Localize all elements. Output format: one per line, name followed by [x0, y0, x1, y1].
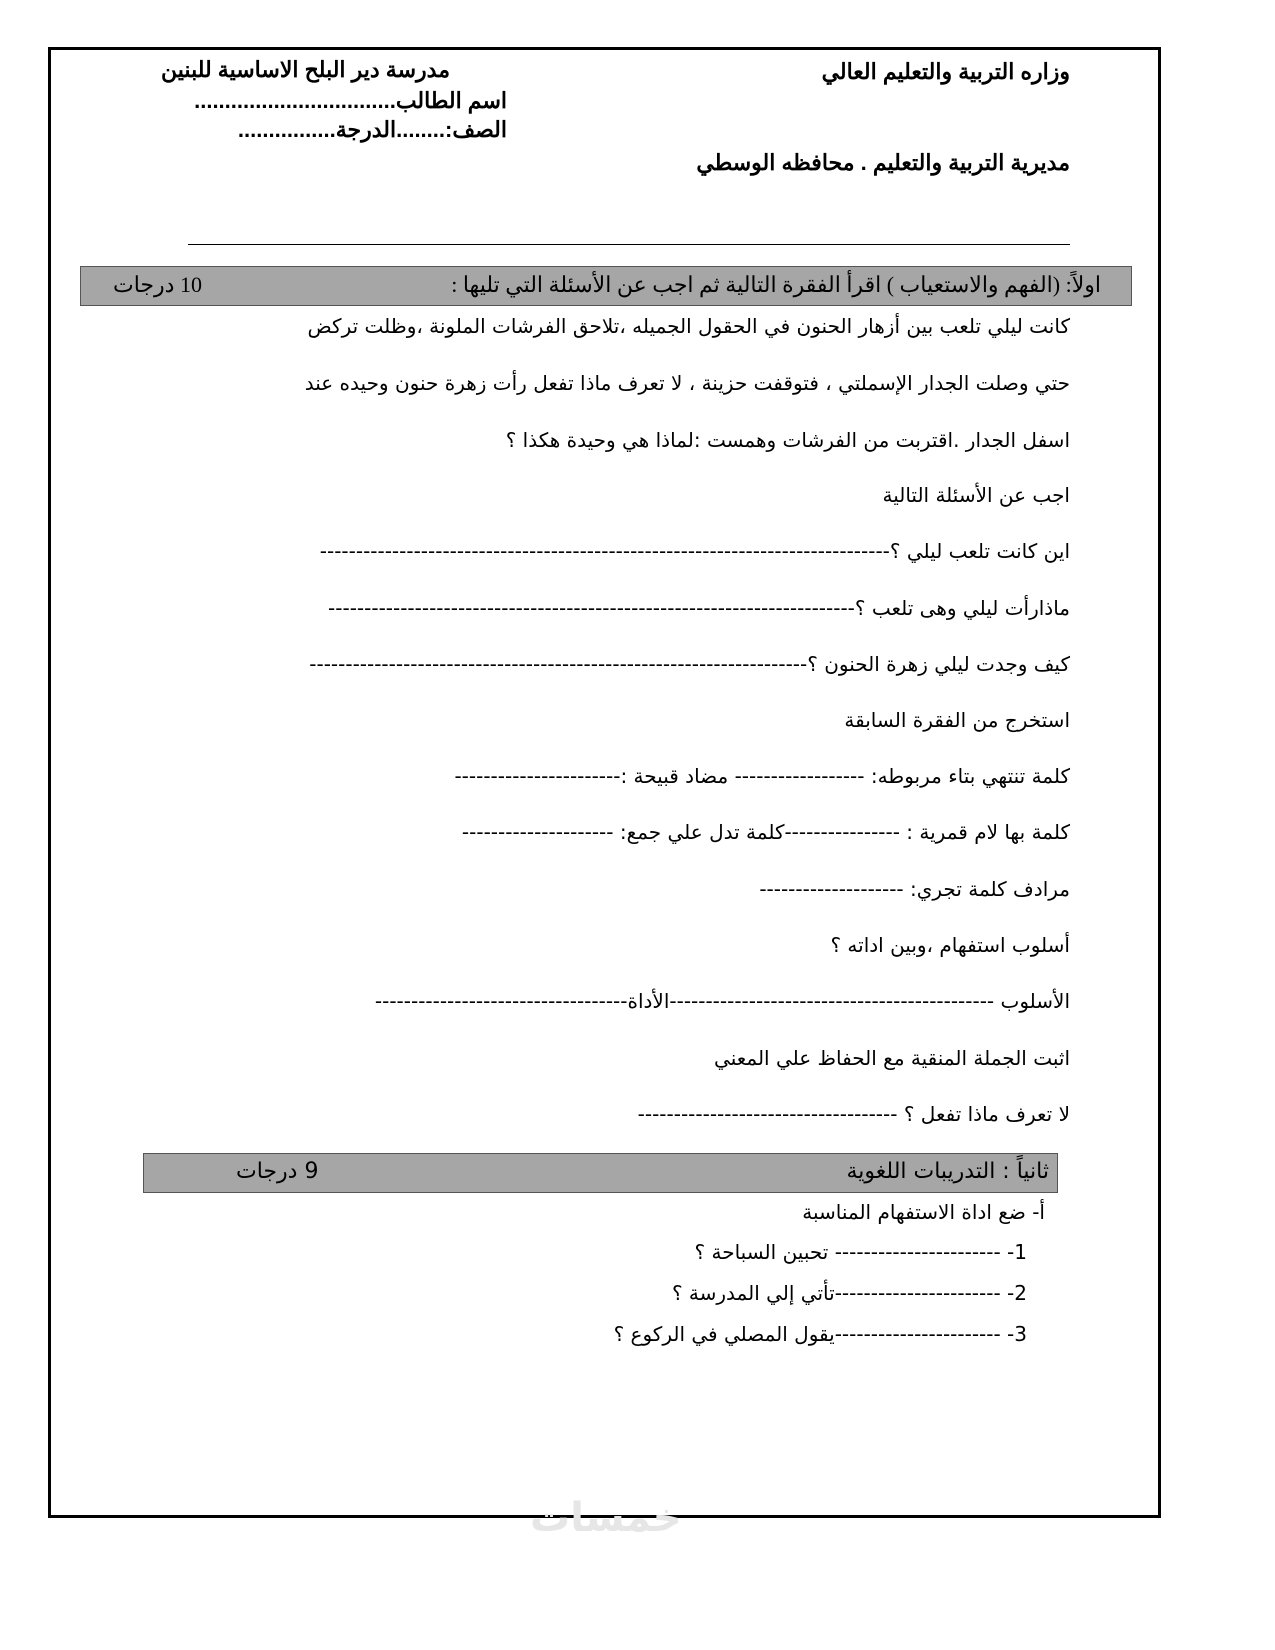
part-a-instruction: أ- ضع اداة الاستفهام المناسبة [802, 1200, 1045, 1224]
instruction: أسلوب استفهام ،وبين اداته ؟ [830, 933, 1070, 957]
question-line: الأسلوب ---------------------------------------------الأداة----------------------------------- [374, 989, 1070, 1013]
passage-line: اسفل الجدار .اقتربت من الفرشات وهمست :لماذا هي وحيدة هكذا ؟ [505, 428, 1070, 452]
question-line: كلمة تنتهي بتاء مربوطه: ------------------ مضاد قبيحة :----------------------- [454, 764, 1070, 788]
question-line: كيف وجدت ليلي زهرة الحنون ؟--------------------------------------------------------------------- [309, 652, 1070, 676]
section2-title: ثانياً : التدريبات اللغوية [846, 1159, 1049, 1184]
exercise-item: 2- -----------------------تأتي إلي المدرسة ؟ [671, 1281, 1027, 1305]
passage-line: حتي وصلت الجدار الإسملتي ، فتوقفت حزينة ، لا تعرف ماذا تفعل رأت زهرة حنون وحيده عند [304, 371, 1070, 395]
question-line: مرادف كلمة تجري: -------------------- [759, 877, 1070, 901]
section2-header [143, 1153, 1058, 1193]
class-grade-field: الصف:........الدرجة................ [237, 117, 507, 142]
instruction: استخرج من الفقرة السابقة [844, 708, 1070, 732]
section1-marks: 10 درجات [113, 272, 202, 297]
instruction: اجب عن الأسئلة التالية [882, 483, 1070, 507]
section1-header [80, 266, 1132, 306]
watermark: خمسات [530, 1495, 682, 1541]
question-line: اين كانت تلعب ليلي ؟------------------------------------------------------------------------------- [319, 539, 1070, 563]
school-name: مدرسة دير البلح الاساسية للبنين [161, 57, 450, 82]
section2-marks: 9 درجات [236, 1159, 319, 1184]
student-name-field: اسم الطالب................................. [194, 88, 507, 113]
exercise-item: 1- ----------------------- تحبين السباحة ؟ [694, 1240, 1027, 1264]
passage-line: كانت ليلي تلعب بين أزهار الحنون في الحقول الجميله ،تلاحق الفرشات الملونة ،وظلت تركض [307, 314, 1070, 338]
instruction: اثبت الجملة المنقية مع الحفاظ علي المعني [714, 1046, 1070, 1070]
exercise-item: 3- -----------------------يقول المصلي في الركوع ؟ [613, 1322, 1027, 1346]
directorate-title: مديرية التربية والتعليم . محافظه الوسطي [696, 150, 1070, 175]
question-line: كلمة بها لام قمرية : ----------------كلمة تدل علي جمع: --------------------- [461, 820, 1070, 844]
header-divider [188, 244, 1070, 245]
ministry-title: وزاره التربية والتعليم العالي [821, 59, 1070, 84]
section1-title: اولاً: (الفهم والاستعياب ) اقرأ الفقرة التالية ثم اجب عن الأسئلة التي تليها : [451, 272, 1101, 297]
question-line: ماذارأت ليلي وهى تلعب ؟------------------------------------------------------------------------- [328, 596, 1070, 620]
question-line: لا تعرف ماذا تفعل ؟ ------------------------------------ [637, 1102, 1070, 1126]
